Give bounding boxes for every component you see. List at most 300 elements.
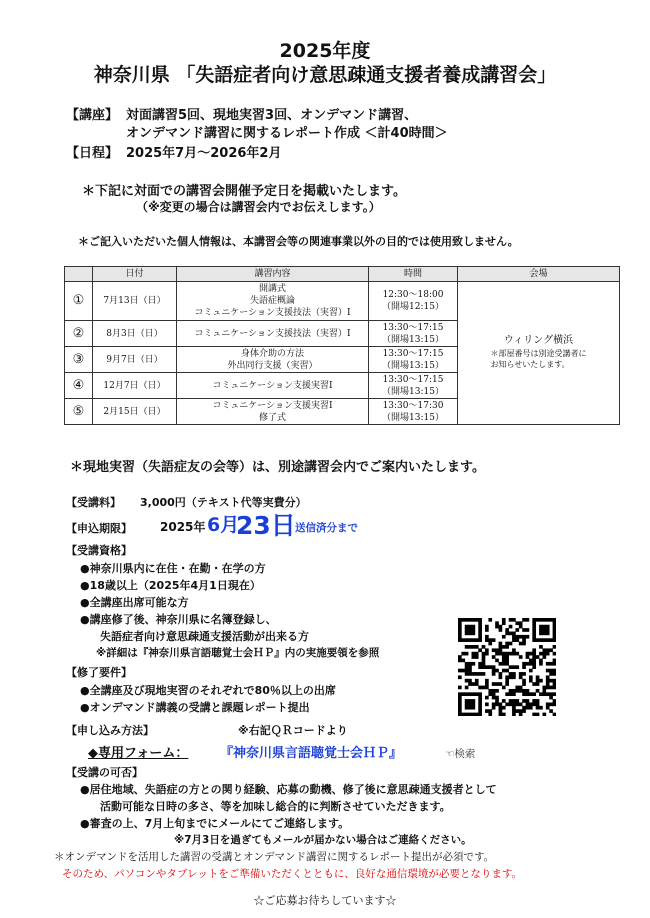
qr-module [458, 702, 462, 706]
qr-module [546, 662, 550, 666]
qr-module [472, 645, 476, 649]
qr-module [502, 652, 506, 656]
qr-module [478, 665, 482, 669]
qr-module [478, 692, 482, 696]
qr-module [495, 659, 499, 663]
qr-module [472, 672, 476, 676]
qr-module [458, 625, 462, 629]
qr-module [522, 642, 526, 646]
qr-module [526, 652, 530, 656]
qr-module [495, 669, 499, 673]
qr-module [475, 655, 479, 659]
qr-module [482, 662, 486, 666]
qr-module [509, 692, 513, 696]
qr-module [482, 652, 486, 656]
row-time [369, 373, 458, 399]
qr-module [536, 618, 540, 622]
qr-module [475, 618, 479, 622]
header-venue: 会場 [458, 267, 620, 282]
qr-module [495, 621, 499, 625]
qr-module [485, 686, 489, 690]
qr-module [512, 706, 516, 710]
qr-module [465, 669, 469, 673]
qr-module [512, 648, 516, 652]
course-line2: オンデマンド講習に関するレポート作成 ＜計40時間＞ [126, 126, 448, 141]
qr-module [542, 689, 546, 693]
qr-module [482, 645, 486, 649]
year-title: 2025年度 [279, 40, 371, 62]
deadline-day: 23日 [236, 511, 296, 540]
qr-module [509, 642, 513, 646]
qr-module [553, 632, 556, 636]
qr-module [458, 675, 462, 679]
time-open: （開場12:15） [382, 302, 444, 312]
qr-module [488, 642, 492, 646]
qr-module [492, 669, 496, 673]
qr-module [553, 682, 556, 686]
qr-module [515, 635, 519, 639]
qr-module [526, 699, 530, 703]
qr-module [499, 702, 503, 706]
qr-module [478, 648, 482, 652]
row-content [177, 282, 369, 321]
qr-module [529, 675, 533, 679]
qr-module [478, 696, 482, 700]
eligibility-label: 【受講資格】 [66, 544, 132, 557]
qr-module [519, 642, 523, 646]
qr-module [485, 635, 489, 639]
row-content [177, 373, 369, 399]
row-number: ⑤ [65, 399, 93, 425]
qr-module [499, 648, 503, 652]
qr-module [549, 648, 553, 652]
qr-module [549, 686, 553, 690]
qr-module [519, 689, 523, 693]
qr-module [478, 672, 482, 676]
qr-module [472, 632, 476, 636]
qr-module [499, 706, 503, 710]
qr-module [512, 692, 516, 696]
qr-module [526, 702, 530, 706]
qr-module [482, 686, 486, 690]
qr-module [502, 669, 506, 673]
qr-module [485, 625, 489, 629]
fee-value: 3,000円（テキスト代等実費分） [140, 496, 307, 509]
qr-module [475, 692, 479, 696]
qr-module [529, 662, 533, 666]
qr-module [512, 709, 516, 713]
time-open: （開場13:15） [382, 412, 444, 423]
content-line: コミュニケーション支援技法（実習）Ⅰ [194, 308, 351, 318]
qr-module [499, 628, 503, 632]
qr-module [536, 682, 540, 686]
acceptance-line: 活動可能な日時の多さ、等を加味し総合的に判断させていただきます。 [100, 800, 451, 813]
acceptance-label: 【受講の可否】 [66, 766, 143, 779]
qr-module [539, 662, 543, 666]
qr-module [532, 662, 536, 666]
qr-module [492, 692, 496, 696]
qr-module [546, 632, 550, 636]
qr-module [499, 682, 503, 686]
qr-module [529, 669, 533, 673]
qr-module [542, 628, 546, 632]
qr-module [512, 689, 516, 693]
completion-item: ●オンデマンド講義の受講と課題レポート提出 [80, 701, 310, 714]
qr-module [546, 652, 550, 656]
qr-module [505, 662, 509, 666]
qr-module [495, 652, 499, 656]
qr-module [458, 659, 462, 663]
qr-module [529, 702, 533, 706]
qr-module [468, 692, 472, 696]
qr-module [532, 713, 536, 716]
qr-module [458, 632, 462, 636]
qr-module [472, 618, 476, 622]
schedule-label: 【日程】 [66, 146, 119, 161]
qr-module [502, 699, 506, 703]
qr-module [495, 689, 499, 693]
qr-module [472, 628, 476, 632]
qr-module [549, 709, 553, 713]
qr-module [512, 635, 516, 639]
qr-module [536, 675, 540, 679]
qr-module [485, 709, 489, 713]
qr-module [458, 628, 462, 632]
qr-module [519, 625, 523, 629]
qr-module [532, 632, 536, 636]
qr-module [499, 642, 503, 646]
qr-module [532, 618, 536, 622]
qr-module [546, 686, 550, 690]
qr-module [509, 689, 513, 693]
qr-module [512, 675, 516, 679]
qr-module [512, 665, 516, 669]
acceptance-note: ※7月3日を過ぎてもメールが届かない場合はご連絡ください。 [174, 834, 472, 846]
content-line: コミュニケーション支援実習Ⅰ [212, 380, 333, 391]
qr-module [492, 689, 496, 693]
content-line: 失語症概論 [249, 296, 295, 306]
qr-module [472, 655, 476, 659]
qr-module [495, 702, 499, 706]
qr-module [536, 638, 540, 642]
footer-note-red: そのため、パソコンやタブレットをご準備いただくとともに、良好な通信環境が必要となります。 [62, 868, 523, 880]
qr-module [509, 652, 513, 656]
course-line1: 対面講習5回、現地実習3回、オンデマンド講習、 [126, 108, 418, 123]
qr-code-icon[interactable] [458, 618, 556, 716]
course-label: 【講座】 [66, 108, 119, 123]
qr-module [468, 632, 472, 636]
qr-module [522, 709, 526, 713]
qr-module [465, 672, 469, 676]
qr-module [482, 672, 486, 676]
row-time [369, 321, 458, 347]
qr-module [499, 625, 503, 629]
fee-label: 【受講料】 [66, 496, 121, 509]
apply-value: ※右記ＱＲコードより [238, 724, 348, 737]
qr-module [505, 692, 509, 696]
qr-module [522, 618, 526, 622]
qr-module [465, 628, 469, 632]
qr-module [532, 652, 536, 656]
qr-module [475, 682, 479, 686]
qr-module [509, 675, 513, 679]
qr-module [519, 713, 523, 716]
qr-module [539, 652, 543, 656]
qr-module [485, 696, 489, 700]
qr-module [515, 665, 519, 669]
qr-module [512, 699, 516, 703]
qr-module [488, 638, 492, 642]
qr-module [542, 652, 546, 656]
qr-module [478, 706, 482, 710]
qr-module [549, 638, 553, 642]
qr-module [465, 632, 469, 636]
header-content: 講習内容 [177, 267, 369, 282]
qr-module [526, 618, 530, 622]
qr-module [519, 621, 523, 625]
row-time [369, 282, 458, 321]
qr-module [546, 679, 550, 683]
row-time [369, 399, 458, 425]
qr-module [522, 699, 526, 703]
qr-module [468, 662, 472, 666]
qr-module [492, 702, 496, 706]
qr-module [536, 655, 540, 659]
eligibility-detail: ※詳細は『神奈川県言語聴覚士会ＨＰ』内の実施要領を参照 [96, 647, 380, 659]
qr-module [526, 628, 530, 632]
qr-module [526, 662, 530, 666]
qr-module [515, 628, 519, 632]
qr-module [546, 669, 550, 673]
qr-module [539, 625, 543, 629]
qr-module [553, 638, 556, 642]
qr-module [539, 692, 543, 696]
time-range: 13:30～17:15 [382, 374, 444, 385]
qr-module [485, 638, 489, 642]
qr-module [526, 689, 530, 693]
qr-module [502, 635, 506, 639]
qr-module [505, 669, 509, 673]
qr-module [553, 692, 556, 696]
qr-module [461, 652, 465, 656]
row-date: 8月3日（日） [93, 321, 177, 347]
qr-module [542, 686, 546, 690]
qr-module [485, 648, 489, 652]
qr-module [482, 659, 486, 663]
qr-module [458, 621, 462, 625]
qr-module [468, 665, 472, 669]
qr-module [509, 672, 513, 676]
qr-module [488, 689, 492, 693]
page-title: 神奈川県 「失語症者向け意思疎通支援者養成講習会」 [93, 64, 557, 86]
notice-privacy: ＊ご記入いただいた個人情報は、本講習会等の関連事業以外の目的では使用致しません。 [78, 235, 519, 248]
qr-module [509, 618, 513, 622]
qr-module [472, 652, 476, 656]
qr-module [499, 709, 503, 713]
qr-module [482, 665, 486, 669]
qr-module [461, 659, 465, 663]
qr-module [495, 682, 499, 686]
acceptance-line: ●居住地域、失語症の方との関り経験、応募の動機、修了後に意思疎通支援者として [80, 783, 497, 796]
qr-module [539, 632, 543, 636]
qr-module [539, 706, 543, 710]
qr-module [542, 618, 546, 622]
content-line: 外出同行支援（実習） [227, 360, 318, 371]
qr-module [515, 699, 519, 703]
qr-module [505, 659, 509, 663]
qr-module [553, 702, 556, 706]
qr-module [553, 618, 556, 622]
qr-module [492, 706, 496, 710]
form-link[interactable]: 『神奈川県言語聴覚士会ＨＰ』 [220, 746, 403, 761]
qr-module [485, 679, 489, 683]
qr-module [482, 655, 486, 659]
qr-module [458, 669, 462, 673]
qr-module [532, 625, 536, 629]
qr-module [502, 706, 506, 710]
qr-module [539, 618, 543, 622]
qr-module [532, 659, 536, 663]
qr-module [492, 655, 496, 659]
qr-module [542, 655, 546, 659]
qr-module [475, 652, 479, 656]
qr-module [465, 706, 469, 710]
schedule-value: 2025年7月～2026年2月 [126, 146, 282, 161]
venue-name: ウィリング横浜 [503, 335, 574, 346]
qr-module [468, 628, 472, 632]
qr-module [461, 692, 465, 696]
qr-module [515, 702, 519, 706]
qr-module [478, 625, 482, 629]
row-content [177, 321, 369, 347]
qr-module [499, 652, 503, 656]
content-line: 開講式 [258, 284, 286, 294]
row-date: 7月13日（日） [93, 282, 177, 321]
qr-module [519, 675, 523, 679]
qr-module [468, 645, 472, 649]
qr-module [529, 679, 533, 683]
qr-module [502, 645, 506, 649]
schedule-table [64, 266, 620, 425]
qr-module [478, 632, 482, 636]
qr-module [458, 699, 462, 703]
qr-module [536, 706, 540, 710]
qr-module [515, 621, 519, 625]
qr-module [553, 713, 556, 716]
qr-module [515, 709, 519, 713]
qr-module [478, 628, 482, 632]
qr-module [515, 686, 519, 690]
qr-module [495, 648, 499, 652]
qr-module [505, 652, 509, 656]
qr-module [465, 662, 469, 666]
qr-module [492, 648, 496, 652]
qr-module [522, 638, 526, 642]
qr-module [509, 625, 513, 629]
qr-module [458, 655, 462, 659]
qr-module [505, 655, 509, 659]
qr-module [553, 679, 556, 683]
qr-module [512, 618, 516, 622]
qr-module [553, 659, 556, 663]
qr-module [519, 672, 523, 676]
qr-module [553, 645, 556, 649]
eligibility-item: ●神奈川県内に在住・在勤・在学の方 [80, 562, 266, 575]
qr-module [529, 692, 533, 696]
qr-module [553, 652, 556, 656]
qr-module [505, 642, 509, 646]
qr-module [532, 702, 536, 706]
qr-module [461, 713, 465, 716]
qr-module [522, 679, 526, 683]
qr-module [505, 675, 509, 679]
row-content [177, 347, 369, 373]
qr-module [465, 702, 469, 706]
qr-module [461, 669, 465, 673]
qr-module [512, 638, 516, 642]
qr-module [475, 638, 479, 642]
qr-module [542, 692, 546, 696]
qr-module [553, 669, 556, 673]
qr-module [522, 692, 526, 696]
qr-module [549, 692, 553, 696]
time-open: （開場13:15） [382, 386, 444, 397]
qr-module [478, 618, 482, 622]
qr-module [536, 713, 540, 716]
qr-module [509, 702, 513, 706]
venue-note-line2: お知らせいたします。 [490, 360, 570, 369]
qr-module [465, 652, 469, 656]
notice-dates: ＊下記に対面での講習会開催予定日を掲載いたします。 [82, 184, 406, 199]
row-number: ③ [65, 347, 93, 373]
qr-module [546, 692, 550, 696]
qr-module [465, 638, 469, 642]
qr-module [465, 645, 469, 649]
qr-module [505, 632, 509, 636]
header-date: 日付 [93, 267, 177, 282]
qr-module [478, 699, 482, 703]
eligibility-item-cont: 失語症者向け意思疎通支援活動が出来る方 [100, 630, 309, 643]
form-prefix [88, 742, 188, 761]
qr-module [522, 706, 526, 710]
qr-module [468, 638, 472, 642]
qr-module [519, 686, 523, 690]
qr-module [546, 625, 550, 629]
qr-module [472, 682, 476, 686]
qr-module [492, 638, 496, 642]
qr-module [509, 699, 513, 703]
qr-module [495, 696, 499, 700]
qr-module [499, 662, 503, 666]
qr-module [465, 665, 469, 669]
qr-module [505, 679, 509, 683]
content-line: 修了式 [258, 412, 286, 423]
qr-module [458, 638, 462, 642]
qr-module [485, 628, 489, 632]
qr-module [468, 682, 472, 686]
qr-module [502, 662, 506, 666]
qr-module [502, 659, 506, 663]
qr-module [526, 692, 530, 696]
qr-module [499, 645, 503, 649]
qr-module [512, 632, 516, 636]
qr-module [546, 618, 550, 622]
qr-module [458, 696, 462, 700]
qr-module [519, 655, 523, 659]
qr-module [553, 672, 556, 676]
qr-module [553, 621, 556, 625]
qr-module [478, 702, 482, 706]
